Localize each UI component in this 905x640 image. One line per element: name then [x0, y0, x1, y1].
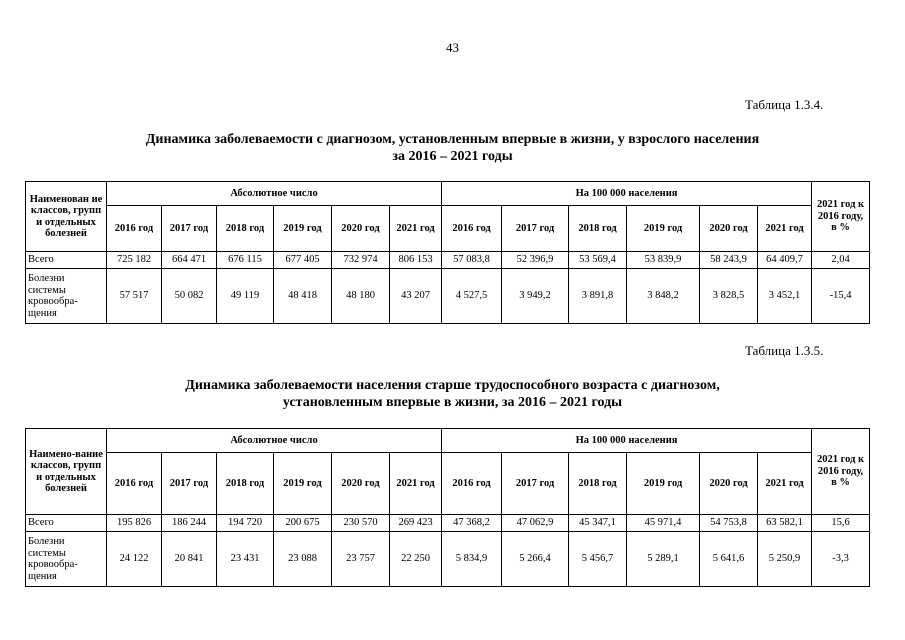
- page-number: 43: [446, 40, 459, 55]
- cell-value: 5 266,4: [502, 532, 569, 587]
- table-row: [26, 532, 870, 587]
- column-header-absolute: Абсолютное число: [107, 429, 442, 453]
- column-header-per-100k: На 100 000 населения: [442, 429, 812, 453]
- cell-value: 57 517: [107, 269, 162, 324]
- cell-value: 200 675: [274, 515, 332, 532]
- cell-value: 49 119: [217, 269, 274, 324]
- cell-value: 5 289,1: [627, 532, 700, 587]
- row-label: Всего: [26, 515, 107, 532]
- cell-value: 5 834,9: [442, 532, 502, 587]
- cell-value: 64 409,7: [758, 252, 812, 269]
- table-title-line: за 2016 – 2021 годы: [392, 149, 513, 164]
- cell-value: 22 250: [390, 532, 442, 587]
- cell-value: 47 368,2: [442, 515, 502, 532]
- cell-value: 15,6: [812, 515, 870, 532]
- cell-value: 725 182: [107, 252, 162, 269]
- column-header-name: Наимено-вание классов, групп и отдельных болезней: [26, 429, 107, 515]
- cell-value: 186 244: [162, 515, 217, 532]
- year-header: 2016 год: [442, 453, 502, 515]
- cell-value: 3 891,8: [569, 269, 627, 324]
- cell-value: 2,04: [812, 252, 870, 269]
- cell-value: 195 826: [107, 515, 162, 532]
- table-row: [26, 515, 870, 532]
- year-header: 2021 год: [758, 453, 812, 515]
- year-header: 2019 год: [627, 453, 700, 515]
- cell-value: 58 243,9: [700, 252, 758, 269]
- cell-value: -15,4: [812, 269, 870, 324]
- year-header: 2018 год: [217, 206, 274, 252]
- table-caption: Таблица 1.3.4.: [745, 97, 824, 112]
- column-header-change: 2021 год к 2016 году, в %: [812, 182, 870, 252]
- cell-value: 57 083,8: [442, 252, 502, 269]
- cell-value: 45 971,4: [627, 515, 700, 532]
- table-caption: Таблица 1.3.5.: [745, 343, 824, 358]
- cell-value: 50 082: [162, 269, 217, 324]
- cell-value: 230 570: [332, 515, 390, 532]
- cell-value: 24 122: [107, 532, 162, 587]
- year-header: 2019 год: [627, 206, 700, 252]
- column-header-change: 2021 год к 2016 году, в %: [812, 429, 870, 515]
- cell-value: 3 848,2: [627, 269, 700, 324]
- year-header: 2020 год: [332, 206, 390, 252]
- year-header: 2021 год: [758, 206, 812, 252]
- cell-value: 53 839,9: [627, 252, 700, 269]
- table-title: [0, 131, 905, 165]
- cell-value: 52 396,9: [502, 252, 569, 269]
- year-header: 2017 год: [502, 453, 569, 515]
- cell-value: 48 180: [332, 269, 390, 324]
- cell-value: 23 088: [274, 532, 332, 587]
- cell-value: 47 062,9: [502, 515, 569, 532]
- year-header: 2018 год: [569, 453, 627, 515]
- cell-value: 3 828,5: [700, 269, 758, 324]
- year-header: 2017 год: [162, 453, 217, 515]
- year-header: 2020 год: [700, 206, 758, 252]
- column-header-per-100k: На 100 000 населения: [442, 182, 812, 206]
- cell-value: 20 841: [162, 532, 217, 587]
- year-header: 2019 год: [274, 453, 332, 515]
- year-header: 2017 год: [502, 206, 569, 252]
- table-row: [26, 252, 870, 269]
- cell-value: -3,3: [812, 532, 870, 587]
- cell-value: 5 250,9: [758, 532, 812, 587]
- morbidity-table-adult: [25, 181, 870, 324]
- table-row: [26, 269, 870, 324]
- cell-value: 54 753,8: [700, 515, 758, 532]
- cell-value: 5 456,7: [569, 532, 627, 587]
- cell-value: 23 757: [332, 532, 390, 587]
- table-title-line: Динамика заболеваемости населения старше трудоспособного возраста с диагнозом,: [185, 378, 720, 393]
- cell-value: 43 207: [390, 269, 442, 324]
- cell-value: 269 423: [390, 515, 442, 532]
- year-header: 2016 год: [107, 206, 162, 252]
- year-header: 2019 год: [274, 206, 332, 252]
- cell-value: 664 471: [162, 252, 217, 269]
- cell-value: 48 418: [274, 269, 332, 324]
- table-title-line: установленным впервые в жизни, за 2016 – 2021 годы: [282, 395, 623, 410]
- cell-value: 53 569,4: [569, 252, 627, 269]
- morbidity-table-elderly: [25, 428, 870, 587]
- row-label: Болезни системы кровообра-щения: [26, 269, 107, 324]
- column-header-absolute: Абсолютное число: [107, 182, 442, 206]
- cell-value: 23 431: [217, 532, 274, 587]
- year-header: 2021 год: [390, 453, 442, 515]
- cell-value: 677 405: [274, 252, 332, 269]
- cell-value: 806 153: [390, 252, 442, 269]
- row-label: Болезни системы кровообра-щения: [26, 532, 107, 587]
- year-header: 2016 год: [442, 206, 502, 252]
- cell-value: 3 452,1: [758, 269, 812, 324]
- cell-value: 194 720: [217, 515, 274, 532]
- year-header: 2018 год: [217, 453, 274, 515]
- year-header: 2020 год: [700, 453, 758, 515]
- row-label: Всего: [26, 252, 107, 269]
- column-header-name: Наименован ие классов, групп и отдельных болезней: [26, 182, 107, 252]
- cell-value: 732 974: [332, 252, 390, 269]
- year-header: 2020 год: [332, 453, 390, 515]
- cell-value: 3 949,2: [502, 269, 569, 324]
- cell-value: 45 347,1: [569, 515, 627, 532]
- cell-value: 63 582,1: [758, 515, 812, 532]
- cell-value: 5 641,6: [700, 532, 758, 587]
- table-title-line: Динамика заболеваемости с диагнозом, установленным впервые в жизни, у взрослого населения: [145, 132, 760, 147]
- year-header: 2018 год: [569, 206, 627, 252]
- year-header: 2017 год: [162, 206, 217, 252]
- year-header: 2021 год: [390, 206, 442, 252]
- year-header: 2016 год: [107, 453, 162, 515]
- table-title: [0, 377, 905, 411]
- cell-value: 676 115: [217, 252, 274, 269]
- cell-value: 4 527,5: [442, 269, 502, 324]
